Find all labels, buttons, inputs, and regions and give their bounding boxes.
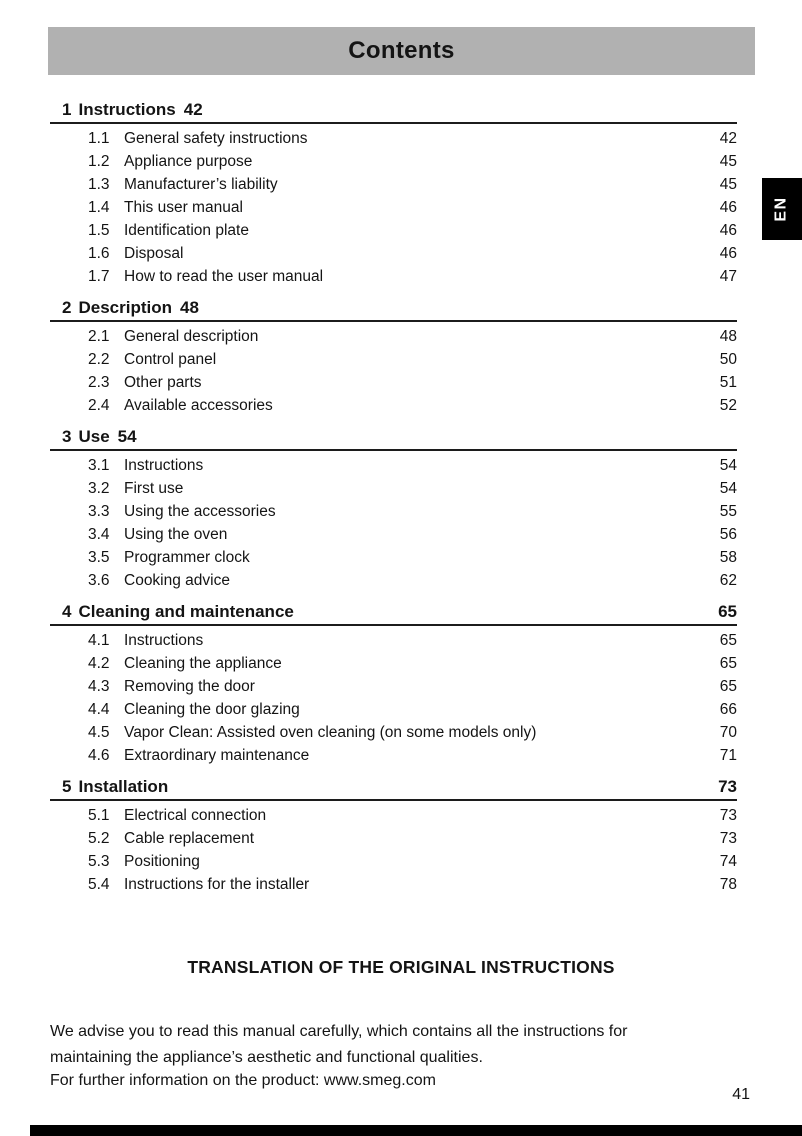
section-title: Description xyxy=(78,298,172,317)
language-tab-label: EN xyxy=(772,196,790,222)
toc-item xyxy=(50,150,737,173)
toc-item-page-number: 62 xyxy=(719,572,737,589)
toc-section xyxy=(50,100,737,288)
toc-section xyxy=(50,427,737,592)
toc-item-number: 5.1 xyxy=(88,807,110,824)
toc-item-number: 2.1 xyxy=(88,328,110,345)
toc-section xyxy=(50,777,737,896)
toc-item xyxy=(50,675,737,698)
toc-item-number: 1.6 xyxy=(88,245,110,262)
toc-item xyxy=(50,804,737,827)
toc-item-title: Cooking advice xyxy=(124,572,230,589)
toc-item-page-number: 54 xyxy=(719,480,737,497)
translation-heading: TRANSLATION OF THE ORIGINAL INSTRUCTIONS xyxy=(187,957,615,977)
toc-item-title: Instructions xyxy=(124,632,204,649)
toc-item-number: 5.3 xyxy=(88,853,110,870)
section-divider xyxy=(50,122,737,124)
toc-item-page-number: 65 xyxy=(719,632,737,649)
toc-item xyxy=(50,371,737,394)
toc-items xyxy=(50,804,737,896)
toc-item-title: Cleaning the door glazing xyxy=(124,701,300,718)
toc-item-number: 1.7 xyxy=(88,268,110,285)
toc-item xyxy=(50,394,737,417)
toc-item-number: 2.3 xyxy=(88,374,110,391)
toc-item-title: Manufacturer’s liability xyxy=(124,176,278,193)
toc-item-title: Identification plate xyxy=(124,222,249,239)
toc-item-title: Appliance purpose xyxy=(124,153,253,170)
toc-item-page-number: 54 xyxy=(719,457,737,474)
toc-item xyxy=(50,500,737,523)
toc-item-title: How to read the user manual xyxy=(124,268,324,285)
toc-item xyxy=(50,242,737,265)
section-number: 3 xyxy=(62,427,72,446)
section-title: Use xyxy=(78,427,110,446)
toc-section xyxy=(50,602,737,767)
toc-item xyxy=(50,873,737,896)
toc-item-number: 1.2 xyxy=(88,153,110,170)
toc-item-page-number: 65 xyxy=(719,655,737,672)
section-divider xyxy=(50,449,737,451)
toc-item xyxy=(50,523,737,546)
toc-item-page-number: 52 xyxy=(719,397,737,414)
section-number: 5 xyxy=(62,777,72,796)
toc-items xyxy=(50,629,737,767)
section-header xyxy=(50,427,737,447)
section-page-number: 54 xyxy=(117,427,137,446)
toc-item-number: 5.2 xyxy=(88,830,110,847)
toc-item-number: 2.4 xyxy=(88,397,110,414)
toc-item xyxy=(50,477,737,500)
toc-item-title: Electrical connection xyxy=(124,807,267,824)
toc-item-title: Vapor Clean: Assisted oven cleaning (on some models only) xyxy=(124,724,537,741)
toc-item-title: Other parts xyxy=(124,374,202,391)
toc-item xyxy=(50,652,737,675)
toc-item-number: 4.4 xyxy=(88,701,110,718)
toc-items xyxy=(50,127,737,288)
toc-item-page-number: 70 xyxy=(719,724,737,741)
toc-item-title: Programmer clock xyxy=(124,549,250,566)
toc-item-page-number: 50 xyxy=(719,351,737,368)
toc-item-title: General description xyxy=(124,328,259,345)
toc-item-page-number: 71 xyxy=(719,747,737,764)
section-page-number: 73 xyxy=(718,777,737,796)
section-page-number: 65 xyxy=(718,602,737,621)
toc-item-title: General safety instructions xyxy=(124,130,308,147)
toc-item-number: 3.1 xyxy=(88,457,110,474)
section-header xyxy=(50,298,737,318)
section-divider xyxy=(50,320,737,322)
toc-item-page-number: 66 xyxy=(719,701,737,718)
toc-item-page-number: 46 xyxy=(719,245,737,262)
toc-item xyxy=(50,721,737,744)
toc-item-number: 3.3 xyxy=(88,503,110,520)
toc-item xyxy=(50,629,737,652)
toc-item xyxy=(50,265,737,288)
toc-item-title: This user manual xyxy=(124,199,243,216)
toc-item-title: Cable replacement xyxy=(124,830,255,847)
toc-item-page-number: 58 xyxy=(719,549,737,566)
toc-item-page-number: 78 xyxy=(719,876,737,893)
section-title: Cleaning and maintenance xyxy=(78,602,294,621)
toc-item xyxy=(50,348,737,371)
toc-item-title: Using the accessories xyxy=(124,503,276,520)
section-divider xyxy=(50,624,737,626)
toc-item-page-number: 51 xyxy=(719,374,737,391)
toc-item-page-number: 42 xyxy=(719,130,737,147)
toc-item-page-number: 45 xyxy=(719,176,737,193)
language-tab xyxy=(762,178,802,240)
toc-item xyxy=(50,698,737,721)
toc-items xyxy=(50,325,737,417)
toc-item-title: Removing the door xyxy=(124,678,255,695)
toc-item-page-number: 46 xyxy=(719,199,737,216)
page-number: 41 xyxy=(732,1086,750,1103)
section-header xyxy=(50,602,737,622)
toc-item xyxy=(50,850,737,873)
toc-item-number: 3.5 xyxy=(88,549,110,566)
section-header xyxy=(50,100,737,120)
toc-item xyxy=(50,173,737,196)
toc-item-number: 5.4 xyxy=(88,876,110,893)
toc-item-number: 4.2 xyxy=(88,655,110,672)
toc-item-title: Available accessories xyxy=(124,397,273,414)
toc-item xyxy=(50,827,737,850)
section-number: 1 xyxy=(62,100,72,119)
toc-item-number: 1.3 xyxy=(88,176,110,193)
section-title: Installation xyxy=(78,777,169,796)
toc-item-number: 4.6 xyxy=(88,747,110,764)
toc-item-number: 2.2 xyxy=(88,351,110,368)
toc-item-page-number: 56 xyxy=(719,526,737,543)
toc-item-number: 3.4 xyxy=(88,526,110,543)
toc-item-title: Instructions xyxy=(124,457,204,474)
toc-item-page-number: 65 xyxy=(719,678,737,695)
toc-item xyxy=(50,325,737,348)
section-title: Instructions xyxy=(78,100,176,119)
toc-item-page-number: 73 xyxy=(719,807,737,824)
footer-bar xyxy=(30,1125,802,1136)
toc-item xyxy=(50,454,737,477)
toc-item-number: 1.4 xyxy=(88,199,110,216)
toc-section xyxy=(50,298,737,417)
toc-item-title: Positioning xyxy=(124,853,200,870)
toc-item-page-number: 73 xyxy=(719,830,737,847)
toc-item xyxy=(50,219,737,242)
section-divider xyxy=(50,799,737,801)
section-page-number: 48 xyxy=(180,298,199,317)
toc-item-page-number: 74 xyxy=(719,853,737,870)
toc-item xyxy=(50,127,737,150)
page-title: Contents xyxy=(348,37,455,64)
toc-item-number: 3.6 xyxy=(88,572,110,589)
toc-item-title: Instructions for the installer xyxy=(124,876,310,893)
advice-paragraph: We advise you to read this manual carefully, which contains all the instructions for maintaining the appliance’s aesthetic and functional qualities. xyxy=(50,1023,628,1066)
section-number: 4 xyxy=(62,602,72,621)
toc-item-number: 4.3 xyxy=(88,678,110,695)
section-page-number: 42 xyxy=(183,100,203,119)
toc-item-number: 1.5 xyxy=(88,222,110,239)
toc-item-title: Using the oven xyxy=(124,526,228,543)
info-line: For further information on the product: www.smeg.com xyxy=(50,1072,436,1089)
section-number: 2 xyxy=(62,298,72,317)
toc-item-title: Control panel xyxy=(124,351,217,368)
toc-item-page-number: 48 xyxy=(719,328,737,345)
toc-item xyxy=(50,196,737,219)
toc-items xyxy=(50,454,737,592)
toc-item-number: 3.2 xyxy=(88,480,110,497)
toc-item-page-number: 46 xyxy=(719,222,737,239)
toc-item xyxy=(50,546,737,569)
toc-item-page-number: 45 xyxy=(719,153,737,170)
toc-item-number: 4.1 xyxy=(88,632,110,649)
section-header xyxy=(50,777,737,797)
toc-item-number: 1.1 xyxy=(88,130,110,147)
toc-item-number: 4.5 xyxy=(88,724,110,741)
toc-item xyxy=(50,744,737,767)
toc-item-page-number: 47 xyxy=(719,268,737,285)
contents-title-bar xyxy=(48,27,755,75)
toc xyxy=(50,90,737,896)
toc-item xyxy=(50,569,737,592)
toc-item-title: Extraordinary maintenance xyxy=(124,747,310,764)
toc-item-page-number: 55 xyxy=(719,503,737,520)
toc-item-title: First use xyxy=(124,480,184,497)
toc-item-title: Disposal xyxy=(124,245,184,262)
toc-item-title: Cleaning the appliance xyxy=(124,655,282,672)
